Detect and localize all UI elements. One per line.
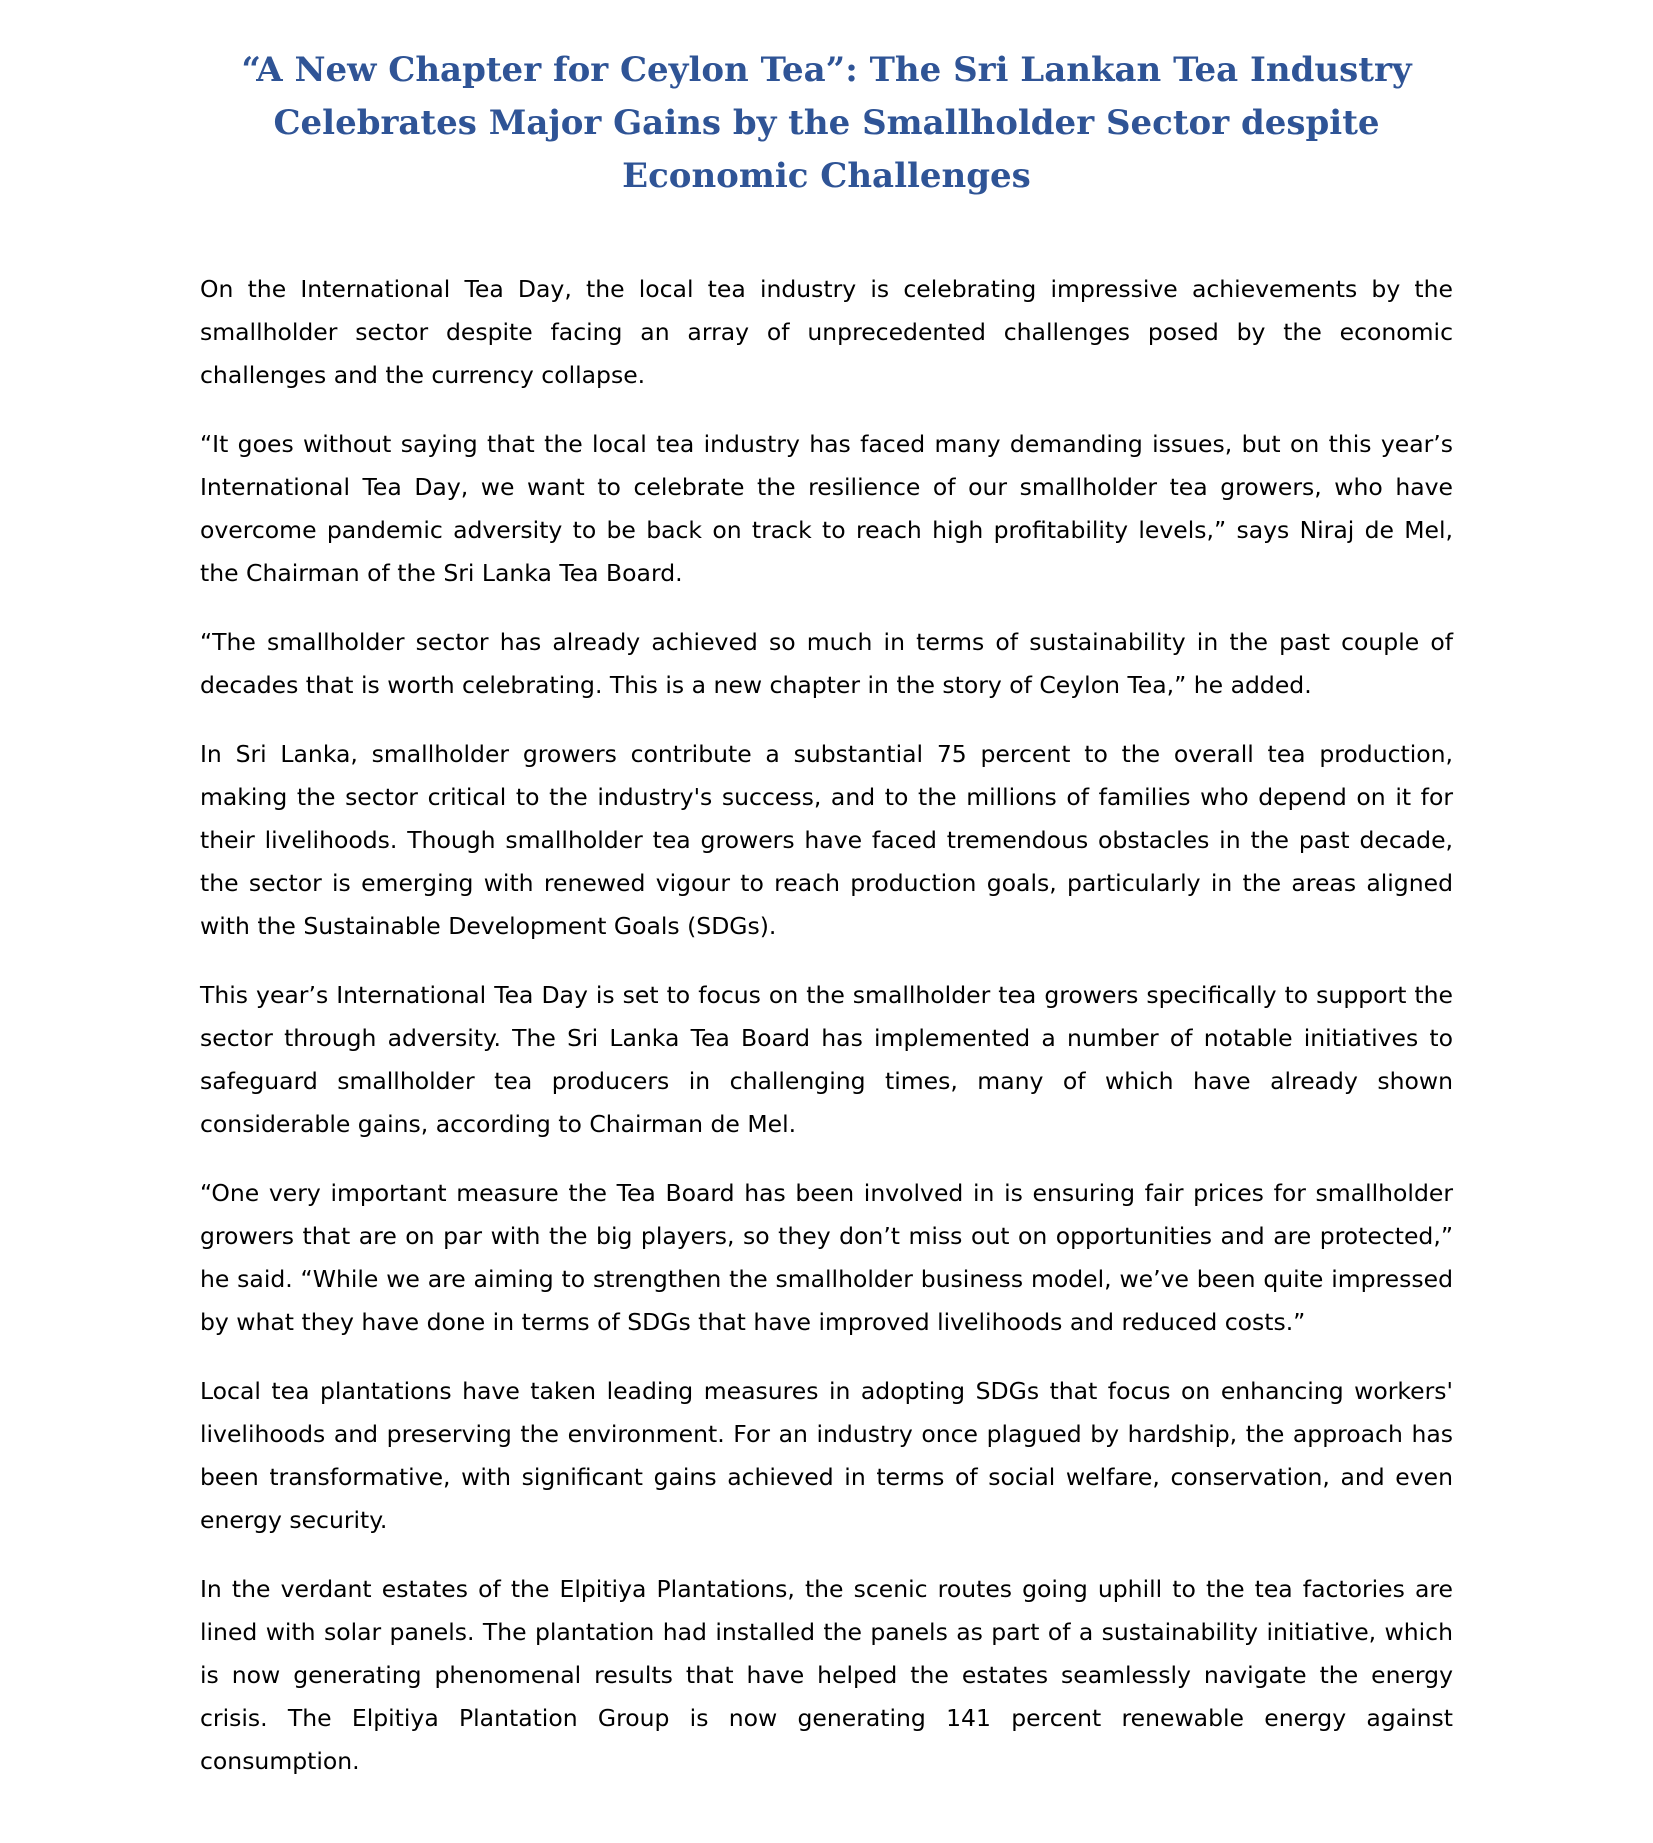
paragraph-8: In the verdant estates of the Elpitiya Plantations, the scenic routes going uphill to the tea factories are lined with solar panels. The plantation had installed the panels as part of a sustainability initiative, which is now generating phenomenal results that have helped the estates seamlessly navigate the energy crisis. The Elpitiya Plantation Group is now generating 141 percent renewable energy against consumption. — [200, 1575, 1453, 1775]
paragraph-3: “The smallholder sector has already achieved so much in terms of sustainability in the past couple of decades that is worth celebrating. This is a new chapter in the story of Ceylon Tea,” he added. — [200, 628, 1453, 699]
paragraph-6: “One very important measure the Tea Board has been involved in is ensuring fair prices for smallholder growers that are on par with the big players, so they don’t miss out on opportunities and are protected,” he said. “While we are aiming to strengthen the smallholder business model, we’ve been quite impressed by what they have done in terms of SDGs that have improved livelihoods and reduced costs.” — [200, 1179, 1453, 1336]
paragraph-5: This year’s International Tea Day is set to focus on the smallholder tea growers specifically to support the sector through adversity. The Sri Lanka Tea Board has implemented a number of notable initiatives to safeguard smallholder tea producers in challenging times, many of which have already shown considerable gains, according to Chairman de Mel. — [200, 981, 1453, 1138]
article-body — [200, 268, 1453, 1783]
paragraph-7: Local tea plantations have taken leading measures in adopting SDGs that focus on enhancing workers' livelihoods and preserving the environment. For an industry once plagued by hardship, the approach has been transformative, with significant gains achieved in terms of social welfare, conservation, and even energy security. — [200, 1377, 1453, 1534]
paragraph-4: In Sri Lanka, smallholder growers contribute a substantial 75 percent to the overall tea production, making the sector critical to the industry's success, and to the millions of families who depend on it for their livelihoods. Though smallholder tea growers have faced tremendous obstacles in the past decade, the sector is emerging with renewed vigour to reach production goals, particularly in the areas aligned with the Sustainable Development Goals (SDGs). — [200, 740, 1453, 940]
paragraph-1: On the International Tea Day, the local tea industry is celebrating impressive achievements by the smallholder sector despite facing an array of unprecedented challenges posed by the economic challenges and the currency collapse. — [200, 275, 1453, 389]
document-title: “A New Chapter for Ceylon Tea”: The Sri Lankan Tea Industry Celebrates Major Gains by the Smallholder Sector despite Economic Challenges — [241, 50, 1412, 196]
paragraph-2: “It goes without saying that the local tea industry has faced many demanding issues, but on this year’s International Tea Day, we want to celebrate the resilience of our smallholder tea growers, who have overcome pandemic adversity to be back on track to reach high profitability levels,” says Niraj de Mel, the Chairman of the Sri Lanka Tea Board. — [200, 430, 1453, 587]
